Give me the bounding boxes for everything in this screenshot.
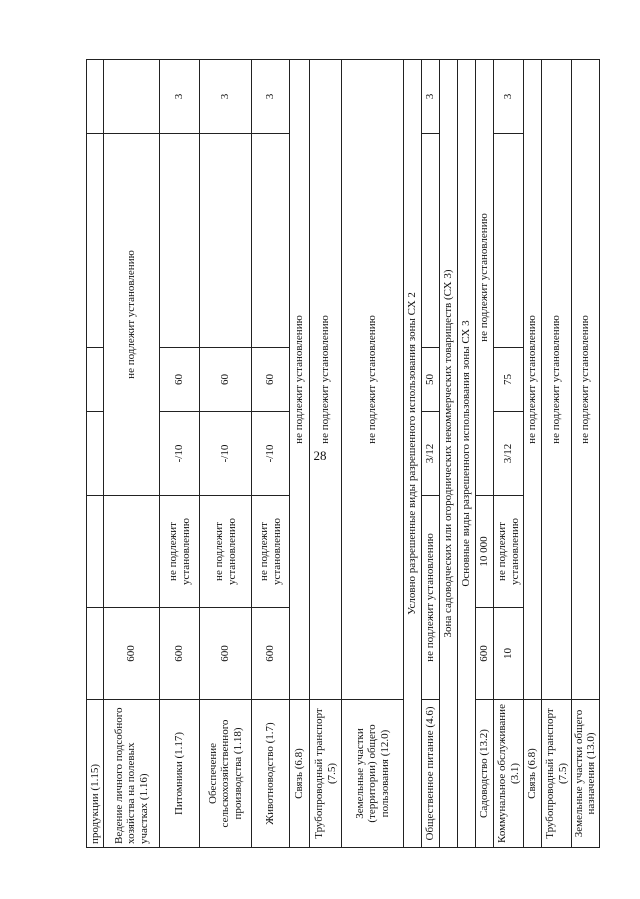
cell-not-set: не подлежит установлению: [200, 496, 252, 608]
cell-percent: 75: [494, 348, 524, 412]
cell-empty: [494, 134, 524, 348]
cell-floors: 3/12: [494, 412, 524, 496]
cell-floors: 3/12: [422, 412, 440, 496]
table-row: [342, 60, 404, 848]
cell-use-name: Общественное питание (4.6): [422, 700, 440, 848]
cell-area: 600: [252, 608, 290, 700]
table-row: [404, 60, 422, 848]
cell-setback: 3: [252, 60, 290, 134]
cell-empty: [104, 496, 160, 608]
cell-empty: [87, 134, 104, 348]
table-row: [422, 60, 440, 848]
cell-not-set: не подлежит установлению: [422, 496, 440, 700]
cell-setback: 3: [200, 60, 252, 134]
cell-area: 10: [494, 608, 524, 700]
cell-use-name: Ведение личного подсобного хозяйства на полевых участках (1.16): [104, 700, 160, 848]
cell-use-name: Земельные участки общего назначения (13.0): [572, 700, 600, 848]
cell-not-set: не подлежит установлению: [160, 496, 200, 608]
cell-not-set: не подлежит установлению: [524, 60, 542, 700]
cell-empty: [252, 134, 290, 348]
cell-use-name: Обеспечение сельскохозяйственного производства (1.18): [200, 700, 252, 848]
table-row: [494, 60, 524, 848]
cell-area: 600: [200, 608, 252, 700]
table-row: [476, 60, 494, 848]
cell-not-set: не подлежит установлению: [290, 60, 310, 700]
cell-empty: [422, 134, 440, 348]
cell-floors: -/10: [200, 412, 252, 496]
cell-not-set: не подлежит установлению: [310, 60, 342, 700]
table-row: [87, 60, 104, 848]
cell-empty: [200, 134, 252, 348]
table-row: [290, 60, 310, 848]
cell-percent: 60: [252, 348, 290, 412]
table-row: [310, 60, 342, 848]
table-row: [252, 60, 290, 848]
table-row: [572, 60, 600, 848]
table-frame: [86, 60, 598, 848]
cell-area-max: 10 000: [476, 496, 494, 608]
cell-use-name: Питомники (1.17): [160, 700, 200, 848]
table-row: [458, 60, 476, 848]
cell-use-name: Животноводство (1.7): [252, 700, 290, 848]
cell-use-name: Садоводство (13.2): [476, 700, 494, 848]
cell-empty: [87, 608, 104, 700]
cell-percent: 60: [200, 348, 252, 412]
table-row: [104, 60, 160, 848]
cell-empty: [87, 348, 104, 412]
cell-not-set: не подлежит установлению: [252, 496, 290, 608]
table-row: [542, 60, 572, 848]
cell-not-set: не подлежит установлению: [476, 60, 494, 496]
cell-percent: 50: [422, 348, 440, 412]
cell-area: 600: [104, 608, 160, 700]
table-row: [200, 60, 252, 848]
table-row: [160, 60, 200, 848]
cell-area-min: 600: [476, 608, 494, 700]
cell-empty: [87, 412, 104, 496]
zone-header-cx3: Зона садоводческих или огороднических некоммерческих товариществ (СХ 3): [440, 60, 458, 848]
cell-floors: -/10: [160, 412, 200, 496]
cell-setback: 3: [494, 60, 524, 134]
cell-setback: 3: [422, 60, 440, 134]
cell-not-set: не подлежит установлению: [572, 60, 600, 700]
cell-use-name: Связь (6.8): [290, 700, 310, 848]
cell-floors: -/10: [252, 412, 290, 496]
cell-percent: 60: [160, 348, 200, 412]
cell-not-set: не подлежит установлению: [342, 60, 404, 700]
cell-empty: [87, 496, 104, 608]
cell-use-name: Трубопроводный транспорт (7.5): [310, 700, 342, 848]
cell-empty: [104, 60, 160, 134]
rotated-table-wrapper: [86, 60, 598, 848]
section-header-cx3: Основные виды разрешенного использования зоны СХ 3: [458, 60, 476, 848]
cell-not-set: не подлежит установлению: [494, 496, 524, 608]
cell-setback: 3: [160, 60, 200, 134]
cell-empty: [160, 134, 200, 348]
page-number: 28: [313, 448, 327, 463]
zoning-table: [86, 59, 600, 848]
section-header-cx2: Условно разрешенные виды разрешенного использования зоны СХ 2: [404, 60, 422, 848]
cell-use-name: Трубопроводный транспорт (7.5): [542, 700, 572, 848]
cell-not-set: не подлежит установлению: [104, 134, 160, 496]
table-row: [440, 60, 458, 848]
cell-use-name: Коммунальное обслуживание (3.1): [494, 700, 524, 848]
cell-use-name: продукции (1.15): [87, 700, 104, 848]
cell-empty: [87, 60, 104, 134]
cell-not-set: не подлежит установлению: [542, 60, 572, 700]
cell-use-name: Связь (6.8): [524, 700, 542, 848]
table-row: [524, 60, 542, 848]
cell-use-name: Земельные участки (территории) общего пользования (12.0): [342, 700, 404, 848]
cell-area: 600: [160, 608, 200, 700]
